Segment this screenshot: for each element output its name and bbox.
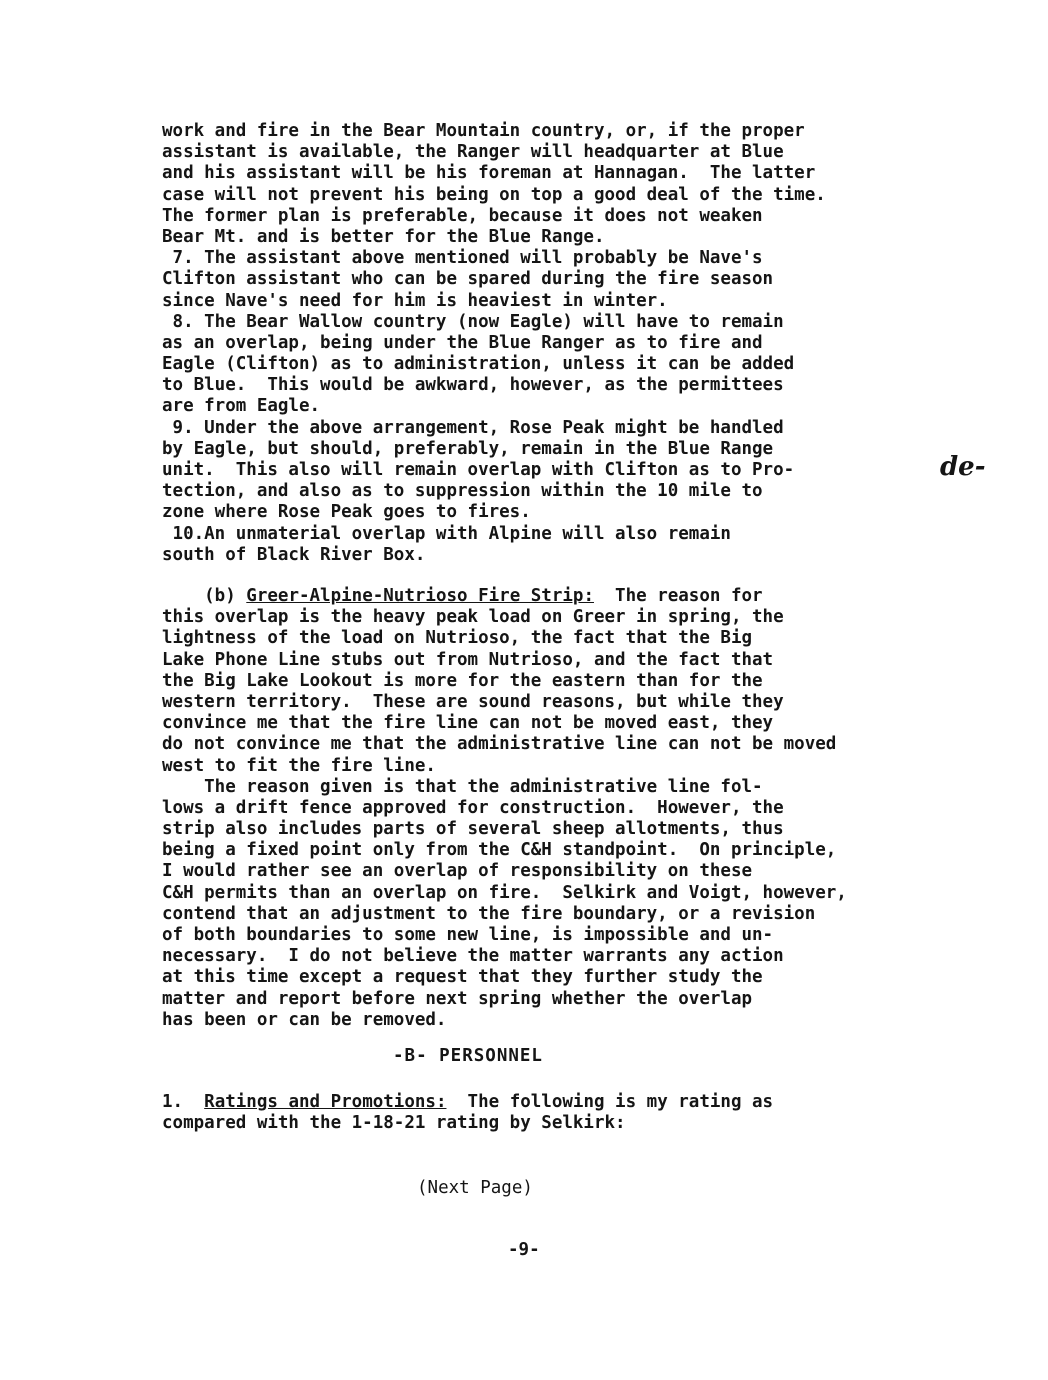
ratings-line-2: compared with the 1-18-21 rating by Selkirk: (162, 1113, 626, 1134)
text-line: contend that an adjustment to the fire boundary, or a revision (162, 903, 816, 924)
text-line: are from Eagle. (162, 396, 321, 417)
text-line: west to fit the fire line. (162, 755, 436, 776)
ratings-line-1-rest: The following is my rating as (446, 1092, 774, 1112)
section-a-text (162, 121, 1022, 566)
text-line: tection, and also as to suppression within the 10 mile to (162, 481, 763, 502)
section-b-heading-rest: The reason for (593, 586, 763, 606)
text-line: being a fixed point only from the C&H standpoint. On principle, (162, 840, 837, 861)
text-line: western territory. These are sound reasons, but while they (162, 691, 784, 712)
text-line: The reason given is that the administrative line fol- (162, 776, 763, 797)
text-line: zone where Rose Peak goes to fires. (162, 502, 531, 523)
text-line: since Nave's need for him is heaviest in winter. (162, 290, 668, 311)
text-line: and his assistant will be his foreman at Hannagan. The latter (162, 163, 816, 184)
section-b-heading-line (162, 586, 1022, 607)
text-line: the Big Lake Lookout is more for the eastern than for the (162, 670, 763, 691)
text-line: do not convince me that the administrative line can not be moved (162, 734, 837, 755)
text-line: assistant is available, the Ranger will headquarter at Blue (162, 142, 784, 163)
text-line: I would rather see an overlap of responsibility on these (162, 861, 753, 882)
personnel-title: -B- PERSONNEL (393, 1046, 543, 1066)
text-line: Eagle (Clifton) as to administration, unless it can be added (162, 354, 795, 375)
text-line: has been or can be removed. (162, 1009, 447, 1030)
text-line: Clifton assistant who can be spared during the fire season (162, 269, 774, 290)
section-b-text (162, 607, 1022, 1031)
handwritten-note: de- (940, 452, 986, 482)
text-line: necessary. I do not believe the matter warrants any action (162, 946, 784, 967)
text-line: lightness of the load on Nutrioso, the fact that the Big (162, 628, 753, 649)
text-line: The former plan is preferable, because it does not weaken (162, 205, 763, 226)
text-line: to Blue. This would be awkward, however, as the permittees (162, 375, 784, 396)
ratings-paragraph (162, 1092, 1022, 1134)
text-line: C&H permits than an overlap on fire. Selkirk and Voigt, however, (162, 882, 847, 903)
text-line: unit. This also will remain overlap with Clifton as to Pro- (162, 460, 795, 480)
text-line: of both boundaries to some new line, is impossible and un- (162, 925, 774, 945)
section-b-label: (b) (162, 586, 247, 606)
text-line: Bear Mt. and is better for the Blue Range. (162, 226, 605, 247)
text-line: as an overlap, being under the Blue Ranger as to fire and (162, 332, 763, 353)
text-line: convince me that the fire line can not be moved east, they (162, 713, 774, 734)
text-line: strip also includes parts of several sheep allotments, thus (162, 819, 784, 840)
text-line: 10.An unmaterial overlap with Alpine will also remain (162, 523, 731, 544)
page-number: -9- (508, 1240, 540, 1260)
section-b-heading: Greer-Alpine-Nutrioso Fire Strip: (246, 586, 594, 606)
ratings-number: 1. (162, 1092, 205, 1112)
next-page-note: (Next Page) (417, 1178, 533, 1198)
text-line: by Eagle, but should, preferably, remain in the Blue Range (162, 438, 774, 459)
text-line: at this time except a request that they further study the (162, 967, 763, 988)
ratings-heading: Ratings and Promotions: (204, 1092, 447, 1112)
text-line: south of Black River Box. (162, 544, 426, 565)
text-line: case will not prevent his being on top a good deal of the time. (162, 184, 826, 205)
ratings-line-1 (162, 1092, 1022, 1113)
text-line: Lake Phone Line stubs out from Nutrioso, and the fact that (162, 649, 774, 670)
text-line: matter and report before next spring whether the overlap (162, 988, 753, 1009)
text-line: 8. The Bear Wallow country (now Eagle) will have to remain (162, 311, 784, 332)
text-line: lows a drift fence approved for construction. However, the (162, 797, 784, 818)
text-line: this overlap is the heavy peak load on Greer in spring, the (162, 607, 784, 628)
text-line: 9. Under the above arrangement, Rose Peak might be handled (162, 417, 784, 438)
section-b (162, 586, 1022, 1031)
text-line: 7. The assistant above mentioned will probably be Nave's (162, 248, 763, 269)
text-line: work and fire in the Bear Mountain country, or, if the proper (162, 121, 805, 141)
